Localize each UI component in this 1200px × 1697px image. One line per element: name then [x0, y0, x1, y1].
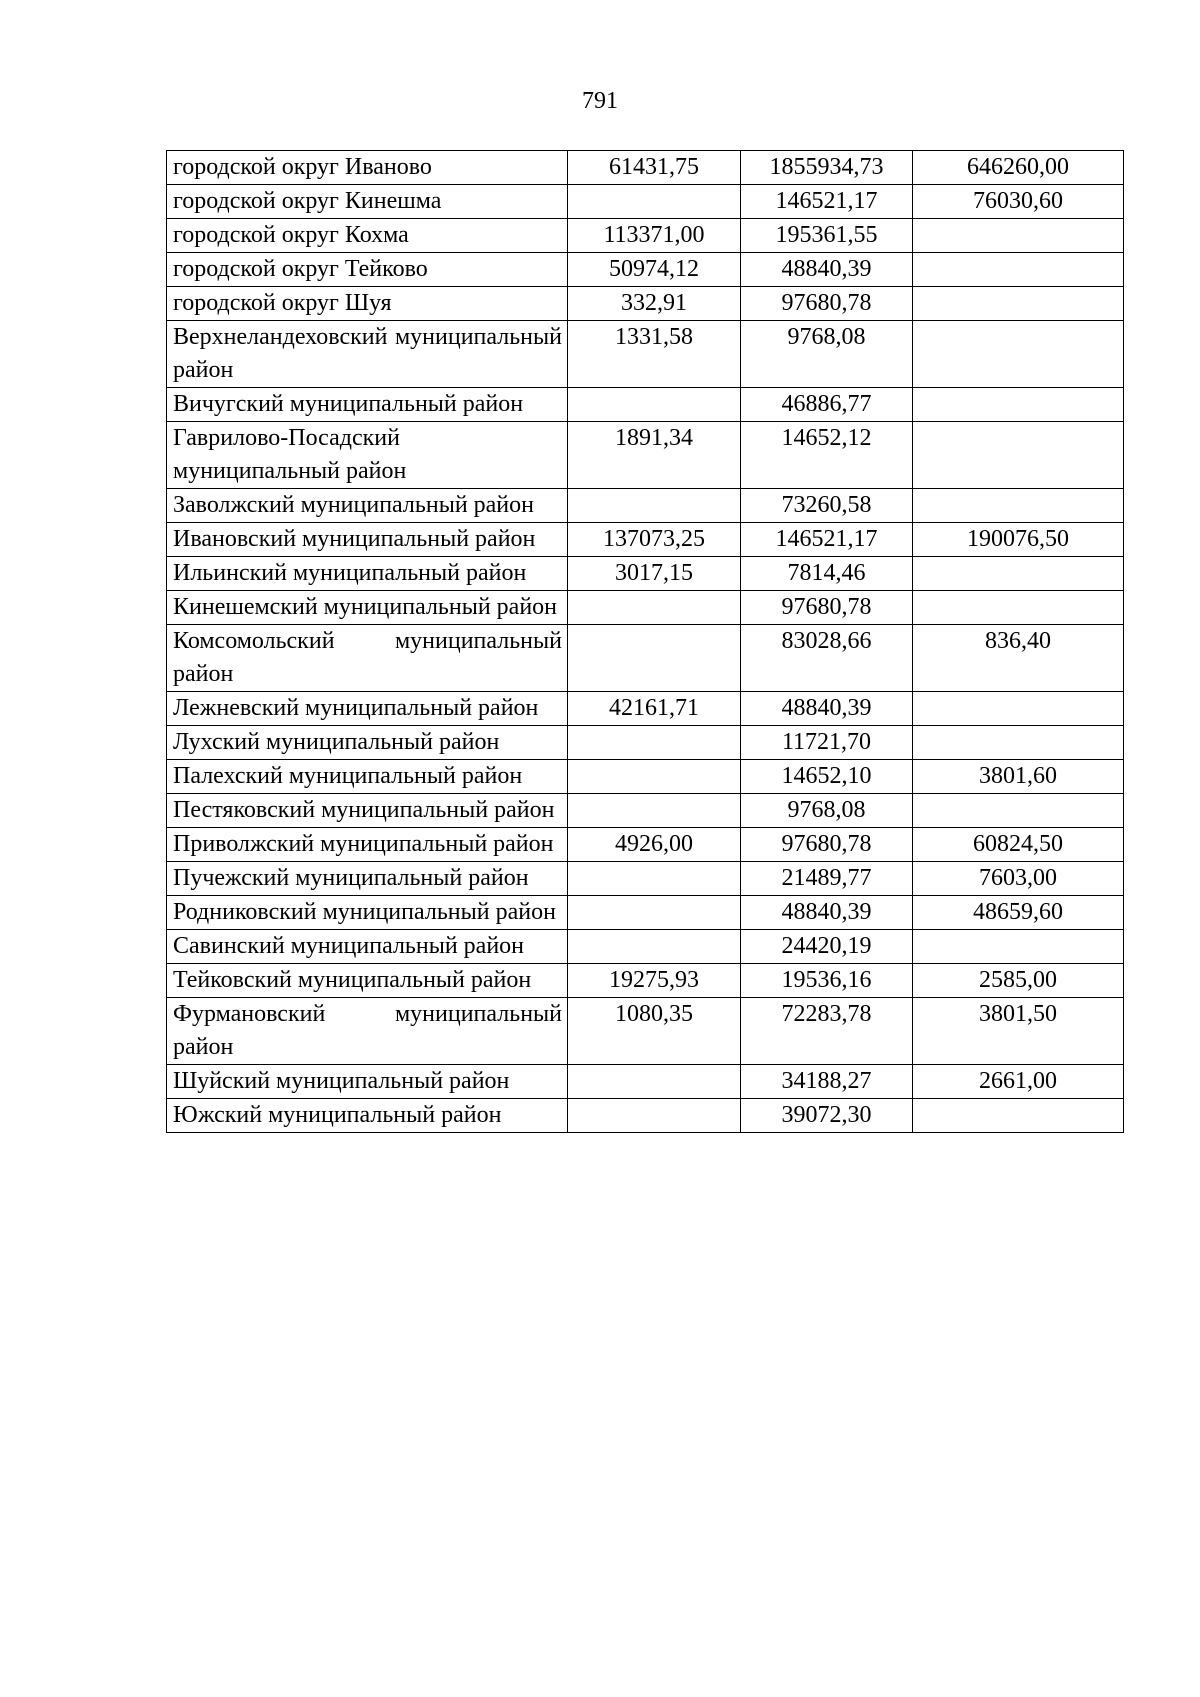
table-row: [167, 219, 1124, 253]
value-3-cell: 836,40: [913, 625, 1124, 692]
table-row: [167, 726, 1124, 760]
table-row: [167, 1065, 1124, 1099]
table-row: [167, 557, 1124, 591]
value-3-cell: [913, 321, 1124, 388]
value-1-cell: [568, 760, 741, 794]
value-3-cell: [913, 422, 1124, 489]
municipality-name-cell: Лухский муниципальный район: [167, 726, 568, 760]
value-1-cell: 137073,25: [568, 523, 741, 557]
table-row: [167, 1099, 1124, 1133]
value-3-cell: [913, 794, 1124, 828]
municipality-name-cell: Заволжский муниципальный район: [167, 489, 568, 523]
table-row: [167, 253, 1124, 287]
table-row: [167, 930, 1124, 964]
table-row: [167, 151, 1124, 185]
value-1-cell: [568, 185, 741, 219]
table-row: [167, 625, 1124, 692]
value-1-cell: 1891,34: [568, 422, 741, 489]
value-3-cell: 2585,00: [913, 964, 1124, 998]
value-3-cell: 2661,00: [913, 1065, 1124, 1099]
value-2-cell: 14652,12: [741, 422, 913, 489]
value-1-cell: 332,91: [568, 287, 741, 321]
municipality-name-cell: Пучежский муниципальный район: [167, 862, 568, 896]
value-2-cell: 195361,55: [741, 219, 913, 253]
value-2-cell: 11721,70: [741, 726, 913, 760]
value-1-cell: [568, 625, 741, 692]
table-row: [167, 964, 1124, 998]
value-1-cell: [568, 591, 741, 625]
municipality-name-cell: Лежневский муниципальный район: [167, 692, 568, 726]
table-row: [167, 591, 1124, 625]
value-1-cell: [568, 896, 741, 930]
municipality-name-cell: городской округ Кохма: [167, 219, 568, 253]
value-3-cell: [913, 726, 1124, 760]
value-1-cell: [568, 1099, 741, 1133]
value-1-cell: [568, 489, 741, 523]
value-3-cell: 3801,50: [913, 998, 1124, 1065]
value-1-cell: [568, 388, 741, 422]
value-2-cell: 19536,16: [741, 964, 913, 998]
value-2-cell: 14652,10: [741, 760, 913, 794]
table-row: [167, 998, 1124, 1065]
value-3-cell: 3801,60: [913, 760, 1124, 794]
value-2-cell: 73260,58: [741, 489, 913, 523]
value-1-cell: 61431,75: [568, 151, 741, 185]
value-1-cell: 113371,00: [568, 219, 741, 253]
table-row: [167, 185, 1124, 219]
value-2-cell: 34188,27: [741, 1065, 913, 1099]
table-row: [167, 828, 1124, 862]
value-3-cell: [913, 692, 1124, 726]
value-3-cell: [913, 253, 1124, 287]
value-3-cell: 48659,60: [913, 896, 1124, 930]
table-row: [167, 287, 1124, 321]
value-2-cell: 9768,08: [741, 321, 913, 388]
municipality-name-cell: Савинский муниципальный район: [167, 930, 568, 964]
table-row: [167, 489, 1124, 523]
municipality-name-cell: Комсомольский муниципальный район: [167, 625, 568, 692]
municipality-name-cell: Гаврилово-Посадский муниципальный район: [167, 422, 568, 489]
value-3-cell: [913, 489, 1124, 523]
value-1-cell: [568, 726, 741, 760]
value-2-cell: 1855934,73: [741, 151, 913, 185]
table-row: [167, 523, 1124, 557]
value-3-cell: [913, 287, 1124, 321]
value-1-cell: 4926,00: [568, 828, 741, 862]
municipality-name-cell: Верхнеландеховский муниципальный район: [167, 321, 568, 388]
table-row: [167, 321, 1124, 388]
municipality-name-cell: Приволжский муниципальный район: [167, 828, 568, 862]
value-2-cell: 146521,17: [741, 523, 913, 557]
municipality-name-cell: городской округ Шуя: [167, 287, 568, 321]
municipality-name-cell: городской округ Кинешма: [167, 185, 568, 219]
value-3-cell: 190076,50: [913, 523, 1124, 557]
table-row: [167, 692, 1124, 726]
value-2-cell: 83028,66: [741, 625, 913, 692]
value-1-cell: 42161,71: [568, 692, 741, 726]
municipality-name-cell: Шуйский муниципальный район: [167, 1065, 568, 1099]
value-2-cell: 21489,77: [741, 862, 913, 896]
value-3-cell: [913, 388, 1124, 422]
value-2-cell: 72283,78: [741, 998, 913, 1065]
value-2-cell: 24420,19: [741, 930, 913, 964]
municipality-name-cell: Фурмановский муниципальный район: [167, 998, 568, 1065]
table-row: [167, 760, 1124, 794]
budget-allocation-table: [166, 150, 1124, 1133]
municipality-name-cell: Ильинский муниципальный район: [167, 557, 568, 591]
table-row: [167, 422, 1124, 489]
municipality-name-cell: Пестяковский муниципальный район: [167, 794, 568, 828]
value-1-cell: [568, 862, 741, 896]
municipality-name-cell: городской округ Иваново: [167, 151, 568, 185]
value-1-cell: [568, 930, 741, 964]
municipality-name-cell: Тейковский муниципальный район: [167, 964, 568, 998]
value-2-cell: 39072,30: [741, 1099, 913, 1133]
value-3-cell: [913, 591, 1124, 625]
value-3-cell: 646260,00: [913, 151, 1124, 185]
table-row: [167, 794, 1124, 828]
table-row: [167, 388, 1124, 422]
value-2-cell: 7814,46: [741, 557, 913, 591]
municipality-name-cell: Вичугский муниципальный район: [167, 388, 568, 422]
value-2-cell: 97680,78: [741, 828, 913, 862]
municipality-name-cell: Ивановский муниципальный район: [167, 523, 568, 557]
value-1-cell: 19275,93: [568, 964, 741, 998]
value-2-cell: 46886,77: [741, 388, 913, 422]
table-row: [167, 862, 1124, 896]
value-1-cell: 3017,15: [568, 557, 741, 591]
value-2-cell: 97680,78: [741, 287, 913, 321]
value-1-cell: 1331,58: [568, 321, 741, 388]
value-2-cell: 48840,39: [741, 896, 913, 930]
value-1-cell: 1080,35: [568, 998, 741, 1065]
table-row: [167, 896, 1124, 930]
value-1-cell: 50974,12: [568, 253, 741, 287]
value-2-cell: 48840,39: [741, 692, 913, 726]
value-3-cell: [913, 1099, 1124, 1133]
table-body: [167, 151, 1124, 1133]
value-1-cell: [568, 794, 741, 828]
value-2-cell: 9768,08: [741, 794, 913, 828]
value-1-cell: [568, 1065, 741, 1099]
value-3-cell: 60824,50: [913, 828, 1124, 862]
value-3-cell: [913, 930, 1124, 964]
municipality-name-cell: городской округ Тейково: [167, 253, 568, 287]
municipality-name-cell: Палехский муниципальный район: [167, 760, 568, 794]
municipality-name-cell: Южский муниципальный район: [167, 1099, 568, 1133]
value-2-cell: 48840,39: [741, 253, 913, 287]
value-2-cell: 146521,17: [741, 185, 913, 219]
value-3-cell: [913, 557, 1124, 591]
value-3-cell: [913, 219, 1124, 253]
page-number: 791: [582, 88, 618, 114]
value-3-cell: 7603,00: [913, 862, 1124, 896]
value-3-cell: 76030,60: [913, 185, 1124, 219]
municipality-name-cell: Родниковский муниципальный район: [167, 896, 568, 930]
value-2-cell: 97680,78: [741, 591, 913, 625]
municipality-name-cell: Кинешемский муниципальный район: [167, 591, 568, 625]
